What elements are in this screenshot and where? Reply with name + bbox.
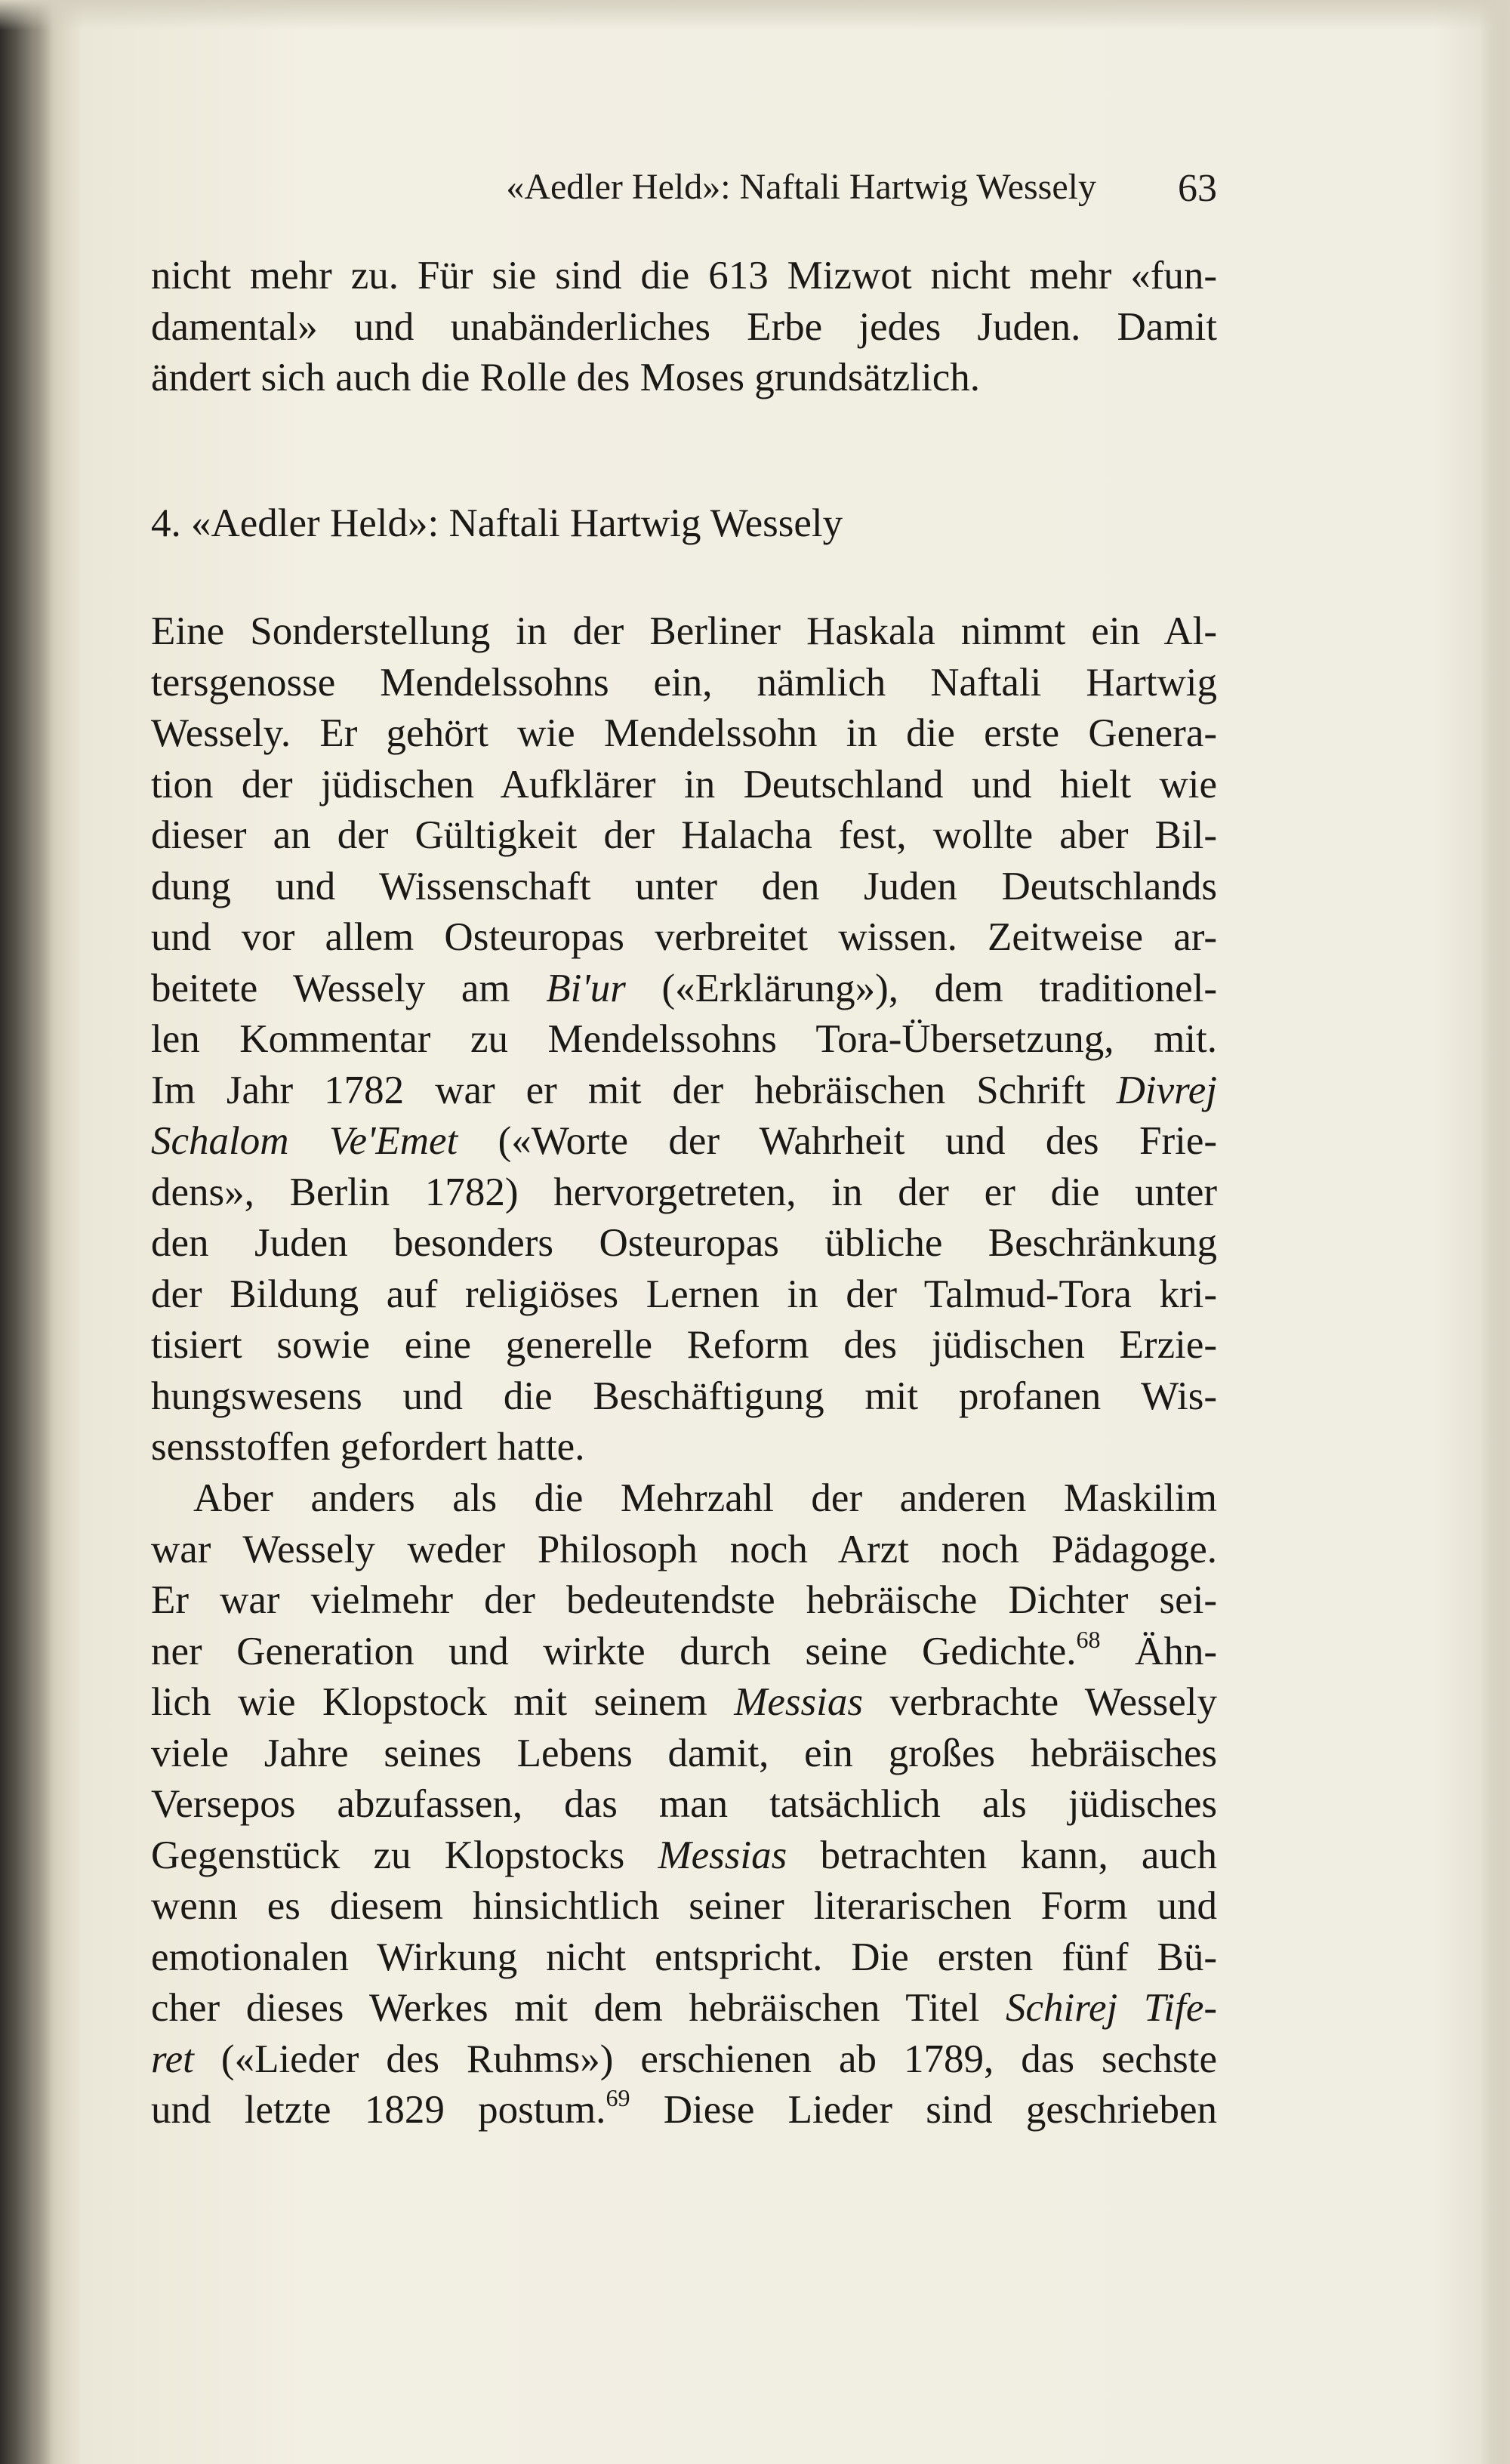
- text-line: wenn es diesem hinsichtlich seiner literarischen Form und: [151, 1884, 1217, 1928]
- text-run: verbrachte Wessely: [863, 1680, 1218, 1724]
- italic-title: Messias: [658, 1833, 787, 1877]
- text-line: der Bildung auf religiöses Lernen in der Talmud-Tora kri-: [151, 1272, 1217, 1316]
- footnote-ref-68[interactable]: 68: [1076, 1625, 1101, 1653]
- text-line: sensstoffen gefordert hatte.: [151, 1425, 585, 1469]
- italic-title: Schirej Tife-: [1006, 1986, 1217, 2030]
- text-line: Er war vielmehr der bedeutendste hebräische Dichter sei-: [151, 1578, 1217, 1622]
- text-line: emotionalen Wirkung nicht entspricht. Die ersten fünf Bü-: [151, 1935, 1217, 1979]
- text-line: [151, 1830, 1217, 1882]
- text-line: viele Jahre seines Lebens damit, ein großes hebräisches: [151, 1731, 1217, 1775]
- text-line: [151, 1065, 1217, 1117]
- text-run: beitete Wessely am: [151, 966, 547, 1010]
- text-run: Ähn-: [1100, 1629, 1217, 1673]
- text-line: [151, 2085, 1217, 2136]
- text-line: den Juden besonders Osteuropas übliche Beschränkung: [151, 1221, 1217, 1265]
- text-line: len Kommentar zu Mendelssohns Tora-Übersetzung, mit.: [151, 1017, 1217, 1061]
- text-line: dieser an der Gültigkeit der Halacha fest, wollte aber Bil-: [151, 813, 1217, 857]
- text-run: («Erklärung»), dem traditionel-: [625, 966, 1217, 1010]
- text-line: Versepos abzufassen, das man tatsächlich als jüdisches: [151, 1782, 1217, 1826]
- text-run: und letzte 1829 postum.: [151, 2088, 606, 2132]
- text-line: tisiert sowie eine generelle Reform des jüdischen Erzie-: [151, 1323, 1217, 1367]
- text-line: damental» und unabänderliches Erbe jedes Juden. Damit: [151, 304, 1217, 349]
- text-run: lich wie Klopstock mit seinem: [151, 1680, 735, 1724]
- running-head-title: «Aedler Held»: Naftali Hartwig Wessely: [506, 167, 1096, 207]
- paragraph-1: [151, 606, 1217, 1473]
- text-line: [151, 2034, 1217, 2086]
- text-line: [151, 1983, 1217, 2034]
- text-line: hungswesens und die Beschäftigung mit profanen Wis-: [151, 1374, 1217, 1418]
- text-line: war Wessely weder Philosoph noch Arzt noch Pädagoge.: [151, 1527, 1217, 1571]
- text-line: [151, 964, 1217, 1015]
- text-line: Aber anders als die Mehrzahl der anderen Maskilim: [193, 1476, 1217, 1520]
- italic-title: Messias: [734, 1680, 864, 1724]
- text-run: («Worte der Wahrheit und des Frie-: [458, 1119, 1217, 1163]
- text-line: [151, 1627, 1217, 1678]
- text-run: Im Jahr 1782 war er mit der hebräischen Schrift: [151, 1068, 1117, 1112]
- text-run: betrachten kann, auch: [787, 1833, 1217, 1877]
- paragraph-2: [151, 1473, 1217, 2136]
- text-line: nicht mehr zu. Für sie sind die 613 Mizwot nicht mehr «fun-: [151, 254, 1217, 298]
- section-heading: 4. «Aedler Held»: Naftali Hartwig Wessely: [151, 501, 843, 545]
- text-line: tersgenosse Mendelssohns ein, nämlich Naftali Hartwig: [151, 660, 1217, 705]
- italic-title: ret: [151, 2037, 194, 2081]
- page-number: 63: [1178, 167, 1217, 210]
- text-line: [151, 1677, 1217, 1729]
- text-run: Diese Lieder sind geschrieben: [630, 2088, 1217, 2132]
- text-line: und vor allem Osteuropas verbreitet wissen. Zeitweise ar-: [151, 915, 1217, 959]
- italic-title: Schalom Ve'Emet: [151, 1119, 458, 1163]
- text-run: Gegenstück zu Klopstocks: [151, 1833, 658, 1877]
- italic-title: Bi'ur: [546, 966, 626, 1010]
- text-line: dens», Berlin 1782) hervorgetreten, in der er die unter: [151, 1170, 1217, 1214]
- running-head: [151, 166, 1217, 211]
- text-line: dung und Wissenschaft unter den Juden Deutschlands: [151, 864, 1217, 908]
- text-line: [151, 1116, 1217, 1167]
- text-line: ändert sich auch die Rolle des Moses grundsätzlich.: [151, 356, 980, 399]
- text-line: Wessely. Er gehört wie Mendelssohn in die erste Genera-: [151, 711, 1217, 755]
- text-run: («Lieder des Ruhms») erschienen ab 1789, das sechste: [193, 2037, 1217, 2081]
- top-paragraph: [151, 251, 1217, 404]
- text-run: cher dieses Werkes mit dem hebräischen Titel: [151, 1986, 1006, 2030]
- footnote-ref-69[interactable]: 69: [606, 2084, 630, 2111]
- text-line: Eine Sonderstellung in der Berliner Haskala nimmt ein Al-: [151, 609, 1217, 653]
- text-line: tion der jüdischen Aufklärer in Deutschland und hielt wie: [151, 762, 1217, 806]
- text-run: ner Generation und wirkte durch seine Gedichte.: [151, 1629, 1077, 1673]
- italic-title: Divrej: [1116, 1068, 1217, 1112]
